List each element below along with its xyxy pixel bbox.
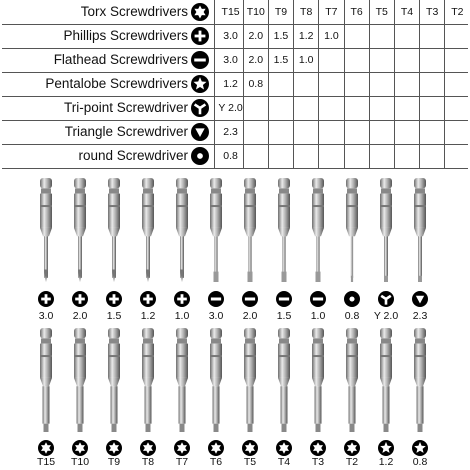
table-cell bbox=[420, 96, 445, 120]
screwdriver-bit bbox=[240, 328, 260, 432]
table-cell: T4 bbox=[400, 6, 414, 18]
torx-icon bbox=[242, 440, 258, 456]
table-cell bbox=[394, 96, 419, 120]
table-cell bbox=[319, 144, 344, 168]
bit-size-label: 1.2 bbox=[140, 310, 156, 322]
table-cell bbox=[420, 24, 445, 48]
table-row bbox=[0, 144, 470, 168]
bit-size-label: 2.0 bbox=[242, 310, 258, 322]
table-cell bbox=[319, 72, 344, 96]
column-divider bbox=[419, 0, 420, 168]
table-row bbox=[0, 72, 470, 96]
table-cell: 3.0 bbox=[223, 30, 238, 42]
pentalobe-icon bbox=[378, 440, 394, 456]
flathead-icon bbox=[191, 51, 209, 69]
table-cell: 1.0 bbox=[324, 30, 339, 42]
screwdriver-bit bbox=[342, 328, 362, 432]
table-cell: 0.8 bbox=[248, 78, 264, 90]
table-cell: 0.8 bbox=[223, 150, 238, 162]
table-cell: 1.2 bbox=[223, 78, 238, 90]
column-divider bbox=[369, 0, 370, 168]
table-cell bbox=[394, 72, 419, 96]
bit-size-label: 3.0 bbox=[38, 310, 54, 322]
bit-size-label: 2.3 bbox=[412, 310, 428, 322]
screwdriver-bit bbox=[36, 328, 56, 432]
table-cell bbox=[420, 120, 445, 144]
table-cell bbox=[294, 72, 319, 96]
table-cell bbox=[243, 120, 268, 144]
screwdriver-bit bbox=[104, 178, 124, 282]
bit-size-label: 2.0 bbox=[72, 310, 88, 322]
table-cell bbox=[344, 120, 369, 144]
row-label: Flathead Screwdrivers bbox=[53, 52, 188, 67]
table-row bbox=[0, 48, 470, 72]
triangle-icon bbox=[412, 291, 428, 307]
row-divider bbox=[2, 96, 468, 97]
table-cell bbox=[394, 144, 419, 168]
table-cell bbox=[319, 96, 344, 120]
screwdriver-bit bbox=[206, 178, 226, 282]
row-divider bbox=[2, 72, 468, 73]
table-cell: T6 bbox=[350, 6, 363, 18]
bit-size-label: T9 bbox=[107, 456, 121, 468]
phillips-icon bbox=[72, 291, 88, 307]
phillips-icon bbox=[140, 291, 156, 307]
table-cell: T2 bbox=[451, 6, 464, 18]
column-divider bbox=[268, 0, 269, 168]
bit-size-label: T15 bbox=[36, 456, 56, 468]
bit-size-label: 0.8 bbox=[344, 310, 360, 322]
table-cell bbox=[268, 72, 293, 96]
table-cell bbox=[420, 72, 445, 96]
table-row bbox=[0, 0, 470, 24]
bit-size-label: T6 bbox=[209, 456, 223, 468]
screwdriver-bit bbox=[138, 178, 158, 282]
table-cell: T9 bbox=[274, 6, 288, 18]
phillips-icon bbox=[191, 27, 209, 45]
column-divider bbox=[344, 0, 345, 168]
phillips-icon bbox=[106, 291, 122, 307]
round-icon bbox=[191, 147, 209, 165]
screwdriver-bit bbox=[70, 178, 90, 282]
table-cell bbox=[243, 96, 268, 120]
screwdriver-bit bbox=[410, 328, 430, 432]
table-cell bbox=[294, 96, 319, 120]
torx-icon bbox=[191, 3, 209, 21]
table-cell: T8 bbox=[300, 6, 313, 18]
phillips-icon bbox=[174, 291, 190, 307]
table-cell bbox=[445, 48, 470, 72]
table-cell: T3 bbox=[426, 6, 439, 18]
table-cell bbox=[445, 96, 470, 120]
screwdriver-bit bbox=[172, 328, 192, 432]
flathead-icon bbox=[208, 291, 224, 307]
tripoint-icon bbox=[191, 99, 209, 117]
round-icon bbox=[344, 291, 360, 307]
torx-icon bbox=[344, 440, 360, 456]
screwdriver-bit bbox=[274, 178, 294, 282]
column-divider bbox=[394, 0, 395, 168]
table-cell bbox=[445, 120, 470, 144]
table-cell bbox=[394, 48, 419, 72]
table-cell bbox=[344, 144, 369, 168]
torx-icon bbox=[276, 440, 292, 456]
screwdriver-bit bbox=[342, 178, 362, 282]
table-row bbox=[0, 120, 470, 144]
phillips-icon bbox=[38, 291, 54, 307]
column-divider bbox=[214, 0, 215, 168]
bit-size-label: 1.0 bbox=[310, 310, 326, 322]
screwdriver-bit bbox=[70, 328, 90, 432]
table-row bbox=[0, 96, 470, 120]
table-cell bbox=[369, 24, 394, 48]
table-row bbox=[0, 24, 470, 48]
torx-icon bbox=[310, 440, 326, 456]
bit-size-label: 1.2 bbox=[378, 456, 394, 468]
table-cell: 1.5 bbox=[273, 54, 289, 66]
bit-size-label: T4 bbox=[277, 456, 291, 468]
table-cell bbox=[369, 72, 394, 96]
torx-icon bbox=[208, 440, 224, 456]
table-cell: Y 2.0 bbox=[218, 102, 243, 114]
column-divider bbox=[444, 0, 445, 168]
table-cell bbox=[268, 96, 293, 120]
table-cell: T15 bbox=[221, 6, 240, 18]
screwdriver-bit bbox=[376, 178, 396, 282]
screwdriver-bit bbox=[308, 328, 328, 432]
column-divider bbox=[318, 0, 319, 168]
table-cell: 2.0 bbox=[248, 54, 264, 66]
table-cell: T10 bbox=[246, 6, 265, 18]
row-label: Pentalobe Screwdrivers bbox=[45, 76, 188, 91]
bit-size-label: 1.0 bbox=[174, 310, 190, 322]
bit-size-label: T5 bbox=[243, 456, 257, 468]
torx-icon bbox=[38, 440, 54, 456]
flathead-icon bbox=[242, 291, 258, 307]
bit-size-label: T10 bbox=[70, 456, 90, 468]
bit-size-label: 3.0 bbox=[208, 310, 224, 322]
column-divider bbox=[243, 0, 244, 168]
torx-icon bbox=[106, 440, 122, 456]
table-cell bbox=[319, 120, 344, 144]
table-cell bbox=[344, 48, 369, 72]
table-cell: T5 bbox=[375, 6, 388, 18]
screwdriver-bit bbox=[138, 328, 158, 432]
table-cell bbox=[294, 144, 319, 168]
bit-size-label: 0.8 bbox=[412, 456, 428, 468]
table-cell bbox=[268, 120, 293, 144]
table-cell: 1.5 bbox=[273, 30, 289, 42]
table-cell bbox=[319, 48, 344, 72]
screwdriver-bit bbox=[240, 178, 260, 282]
row-label: Triangle Screwdriver bbox=[64, 124, 188, 139]
table-cell: 1.2 bbox=[298, 30, 314, 42]
bit-size-label: 1.5 bbox=[106, 310, 122, 322]
table-cell: 2.0 bbox=[248, 30, 264, 42]
row-divider bbox=[2, 24, 468, 25]
table-cell bbox=[294, 120, 319, 144]
triangle-icon bbox=[191, 123, 209, 141]
screwdriver-bit bbox=[376, 328, 396, 432]
row-label: Phillips Screwdrivers bbox=[63, 28, 188, 43]
row-label: Tri-point Screwdriver bbox=[63, 100, 188, 115]
bit-size-label: T2 bbox=[345, 456, 359, 468]
bit-size-label: T8 bbox=[141, 456, 155, 468]
tripoint-icon bbox=[378, 291, 394, 307]
table-cell bbox=[369, 120, 394, 144]
column-divider bbox=[293, 0, 294, 168]
table-cell bbox=[394, 120, 419, 144]
table-cell bbox=[344, 24, 369, 48]
torx-icon bbox=[140, 440, 156, 456]
row-divider bbox=[2, 168, 468, 169]
screwdriver-bit bbox=[274, 328, 294, 432]
table-cell bbox=[394, 24, 419, 48]
screwdriver-bit bbox=[172, 178, 192, 282]
row-divider bbox=[2, 144, 468, 145]
table-cell bbox=[369, 144, 394, 168]
pentalobe-icon bbox=[412, 440, 428, 456]
table-cell: 1.0 bbox=[298, 54, 314, 66]
table-cell bbox=[369, 48, 394, 72]
spec-table bbox=[0, 0, 470, 168]
torx-icon bbox=[174, 440, 190, 456]
bit-size-label: T7 bbox=[175, 456, 189, 468]
flathead-icon bbox=[276, 291, 292, 307]
bit-size-label: T3 bbox=[311, 456, 325, 468]
table-cell bbox=[420, 48, 445, 72]
table-cell bbox=[445, 72, 470, 96]
table-cell bbox=[344, 96, 369, 120]
bit-size-label: 1.5 bbox=[276, 310, 292, 322]
table-cell: 3.0 bbox=[223, 54, 238, 66]
torx-icon bbox=[72, 440, 88, 456]
pentalobe-icon bbox=[191, 75, 209, 93]
table-cell bbox=[344, 72, 369, 96]
screwdriver-bit bbox=[308, 178, 328, 282]
flathead-icon bbox=[310, 291, 326, 307]
table-cell bbox=[243, 144, 268, 168]
table-cell bbox=[445, 144, 470, 168]
table-cell bbox=[445, 24, 470, 48]
table-cell bbox=[268, 144, 293, 168]
table-cell bbox=[420, 144, 445, 168]
table-cell bbox=[369, 96, 394, 120]
screwdriver-bit bbox=[206, 328, 226, 432]
row-divider bbox=[2, 120, 468, 121]
row-divider bbox=[2, 48, 468, 49]
screwdriver-bit bbox=[410, 178, 430, 282]
row-label: Torx Screwdrivers bbox=[80, 4, 188, 19]
table-cell: T7 bbox=[325, 6, 338, 18]
bit-size-label: Y 2.0 bbox=[373, 310, 399, 322]
screwdriver-bit bbox=[104, 328, 124, 432]
screwdriver-bit bbox=[36, 178, 56, 282]
row-label: round Screwdriver bbox=[78, 148, 188, 163]
table-cell: 2.3 bbox=[223, 126, 238, 138]
